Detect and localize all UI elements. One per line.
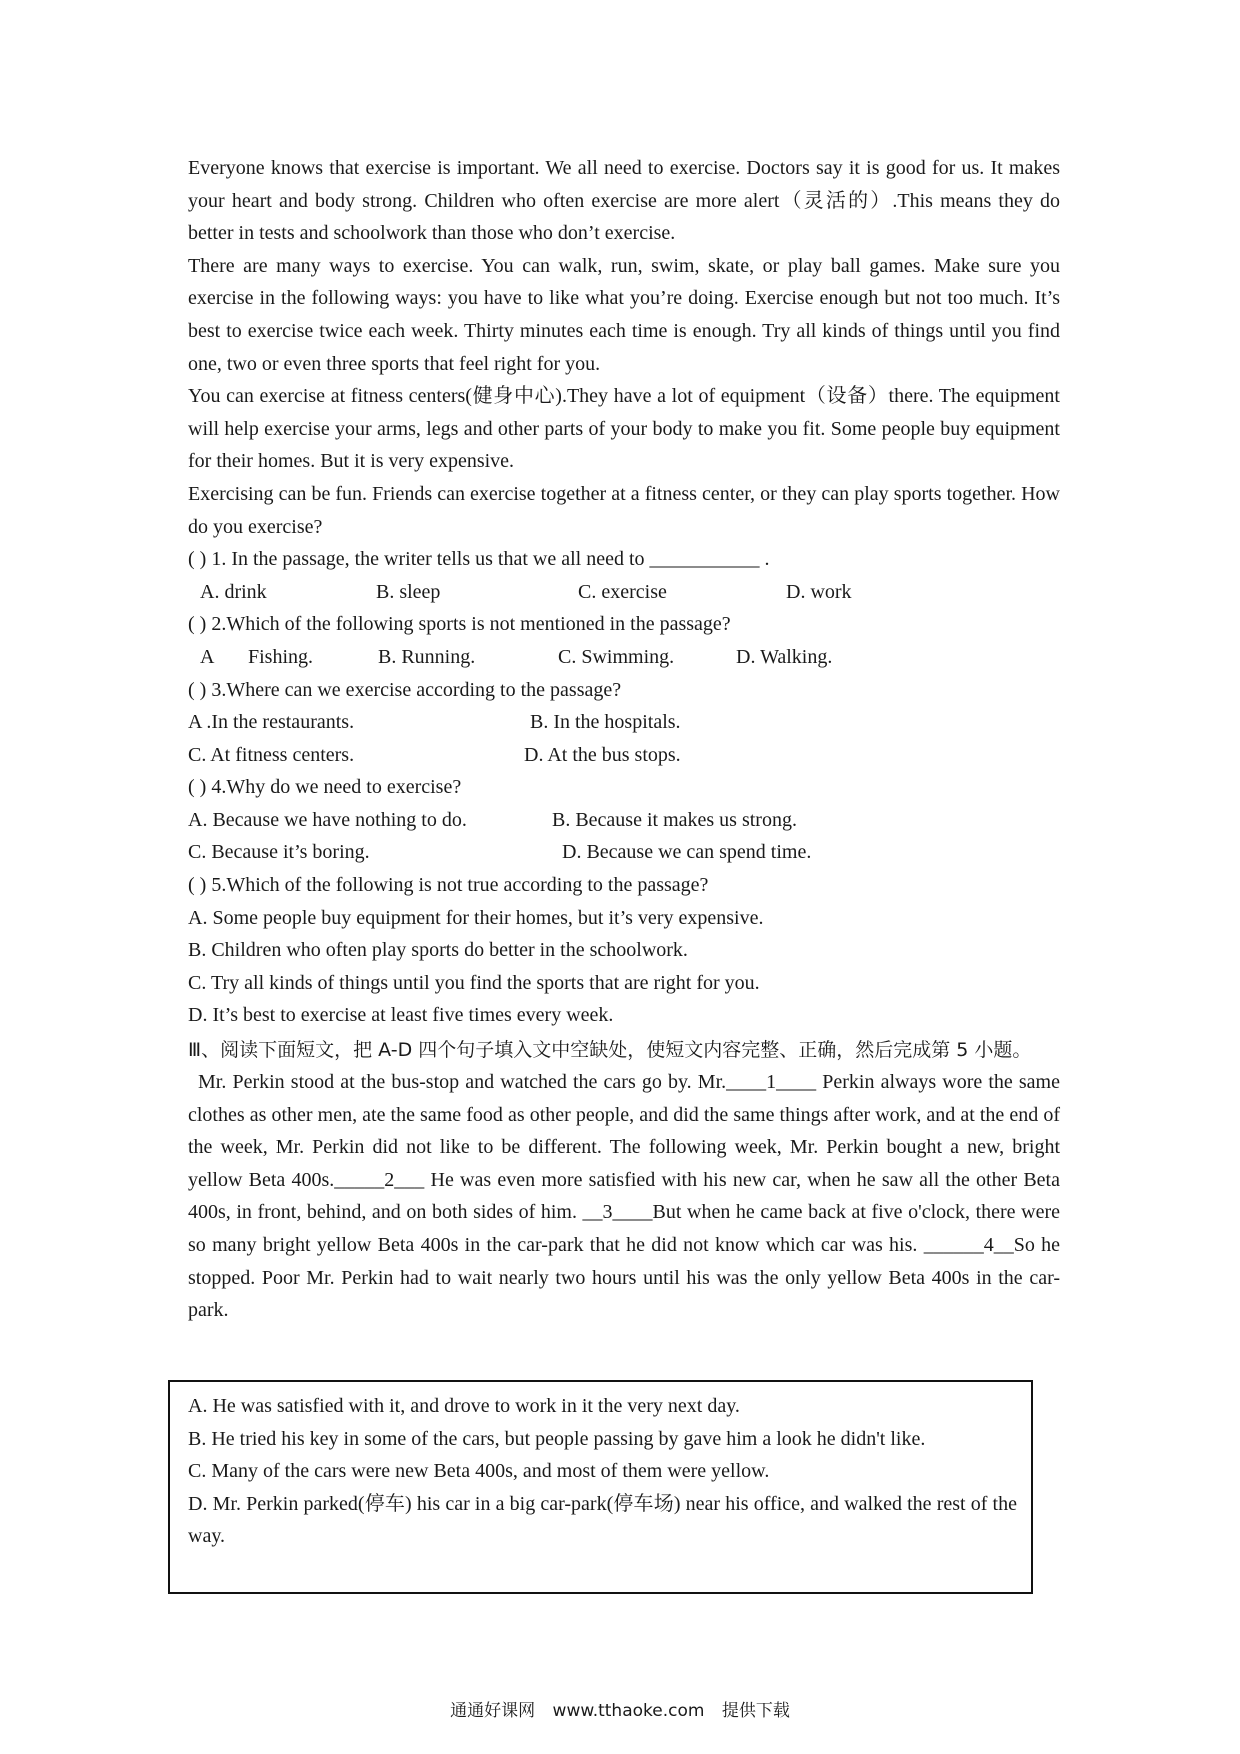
- option-c: C. exercise: [578, 580, 667, 603]
- question-5-option-a: A. Some people buy equipment for their homes, but it’s very expensive.: [188, 906, 764, 929]
- question-5-option-b: B. Children who often play sports do better in the schoolwork.: [188, 939, 688, 962]
- option-b: B. Running.: [378, 645, 476, 668]
- option-d: D. Because we can spend time.: [562, 841, 812, 864]
- passage-paragraph-3: You can exercise at fitness centers(健身中心).They have a lot of equipment（设备）there. The equipment will help exercise your arms, legs and other parts of your body to make you fit. Some people buy equipment for their homes. But it is very expensive.: [188, 385, 1060, 473]
- option-b: B. In the hospitals.: [530, 711, 681, 734]
- option-c: C. Swimming.: [558, 645, 675, 668]
- worksheet-content: [188, 152, 1060, 1327]
- choice-c: C. Many of the cars were new Beta 400s, and most of them were yellow.: [188, 1460, 770, 1483]
- question-1-stem: ( ) 1. In the passage, the writer tells us that we all need to ___________ .: [188, 548, 770, 571]
- passage-paragraph-4: Exercising can be fun. Friends can exercise together at a fitness center, or they can play sports together. How do you exercise?: [188, 482, 1060, 538]
- question-3-options-row-1: [188, 706, 1060, 739]
- question-3-options-row-2: [188, 739, 1060, 772]
- option-d: D. work: [786, 580, 852, 603]
- choice-b: B. He tried his key in some of the cars, but people passing by gave him a look he didn't like.: [188, 1427, 926, 1450]
- option-d: D. At the bus stops.: [524, 743, 681, 766]
- footer-site-name: 通通好课网: [450, 1701, 536, 1721]
- option-a: A. drink: [200, 580, 267, 603]
- passage-paragraph-2: There are many ways to exercise. You can walk, run, swim, skate, or play ball games. Make sure you exercise in the following ways: you have to like what you’re doing. Exercise enough but not too much. It’s best to exercise twice each week. Thirty minutes each time is enough. Try all kinds of things until you find one, two or even three sports that feel right for you.: [188, 254, 1060, 375]
- footer-note: 提供下载: [721, 1701, 790, 1721]
- option-b: B. Because it makes us strong.: [552, 808, 797, 831]
- question-4-options-row-2: [188, 836, 1060, 869]
- footer-url[interactable]: www.tthaoke.com: [552, 1701, 705, 1721]
- question-5-option-c: C. Try all kinds of things until you find the sports that are right for you.: [188, 971, 760, 994]
- option-c: C. At fitness centers.: [188, 743, 355, 766]
- question-5-stem: ( ) 5.Which of the following is not true according to the passage?: [188, 874, 709, 897]
- option-a-label: A: [200, 645, 215, 668]
- page-footer: [0, 1696, 1240, 1721]
- option-c: C. Because it’s boring.: [188, 841, 370, 864]
- question-4-stem: ( ) 4.Why do we need to exercise?: [188, 776, 462, 799]
- choice-d: D. Mr. Perkin parked(停车) his car in a big car-park(停车场) near his office, and walked the rest of the way.: [188, 1492, 1017, 1548]
- question-4-options-row-1: [188, 804, 1060, 837]
- option-b: B. sleep: [376, 580, 441, 603]
- question-1-options: [188, 576, 1060, 609]
- option-a: A. Because we have nothing to do.: [188, 808, 467, 831]
- sentence-choices-box: [168, 1380, 1033, 1594]
- option-a: A .In the restaurants.: [188, 711, 355, 734]
- question-3-stem: ( ) 3.Where can we exercise according to the passage?: [188, 678, 622, 701]
- option-a-text: Fishing.: [248, 645, 314, 668]
- section-3-heading: Ⅲ、阅读下面短文，把 A-D 四个句子填入文中空缺处，使短文内容完整、正确，然后完成第 5 小题。: [188, 1039, 1032, 1062]
- question-5-option-d: D. It’s best to exercise at least five times every week.: [188, 1004, 614, 1027]
- option-d: D. Walking.: [736, 645, 833, 668]
- question-2-stem: ( ) 2.Which of the following sports is not mentioned in the passage?: [188, 613, 731, 636]
- passage-paragraph-1: Everyone knows that exercise is important. We all need to exercise. Doctors say it is good for us. It makes your heart and body strong. Children who often exercise are more alert（灵活的）.This means they do better in tests and schoolwork than those who don’t exercise.: [188, 157, 1060, 245]
- question-2-options: [188, 641, 1060, 674]
- section-3-passage: Mr. Perkin stood at the bus-stop and watched the cars go by. Mr.____1____ Perkin always wore the same clothes as other men, ate the same food as other people, and did the same things after work, and at the end of the week, Mr. Perkin did not like to be different. The following week, Mr. Perkin bought a new, bright yellow Beta 400s._____2___ He was even more satisfied with his new car, when he saw all the other Beta 400s, in front, behind, and on both sides of him. __3____But when he came back at five o'clock, there were so many bright yellow Beta 400s in the car-park that he did not know which car was his. ______4__So he stopped. Poor Mr. Perkin had to wait nearly two hours until his was the only yellow Beta 400s in the car-park.: [188, 1071, 1060, 1322]
- choice-a: A. He was satisfied with it, and drove to work in it the very next day.: [188, 1395, 740, 1417]
